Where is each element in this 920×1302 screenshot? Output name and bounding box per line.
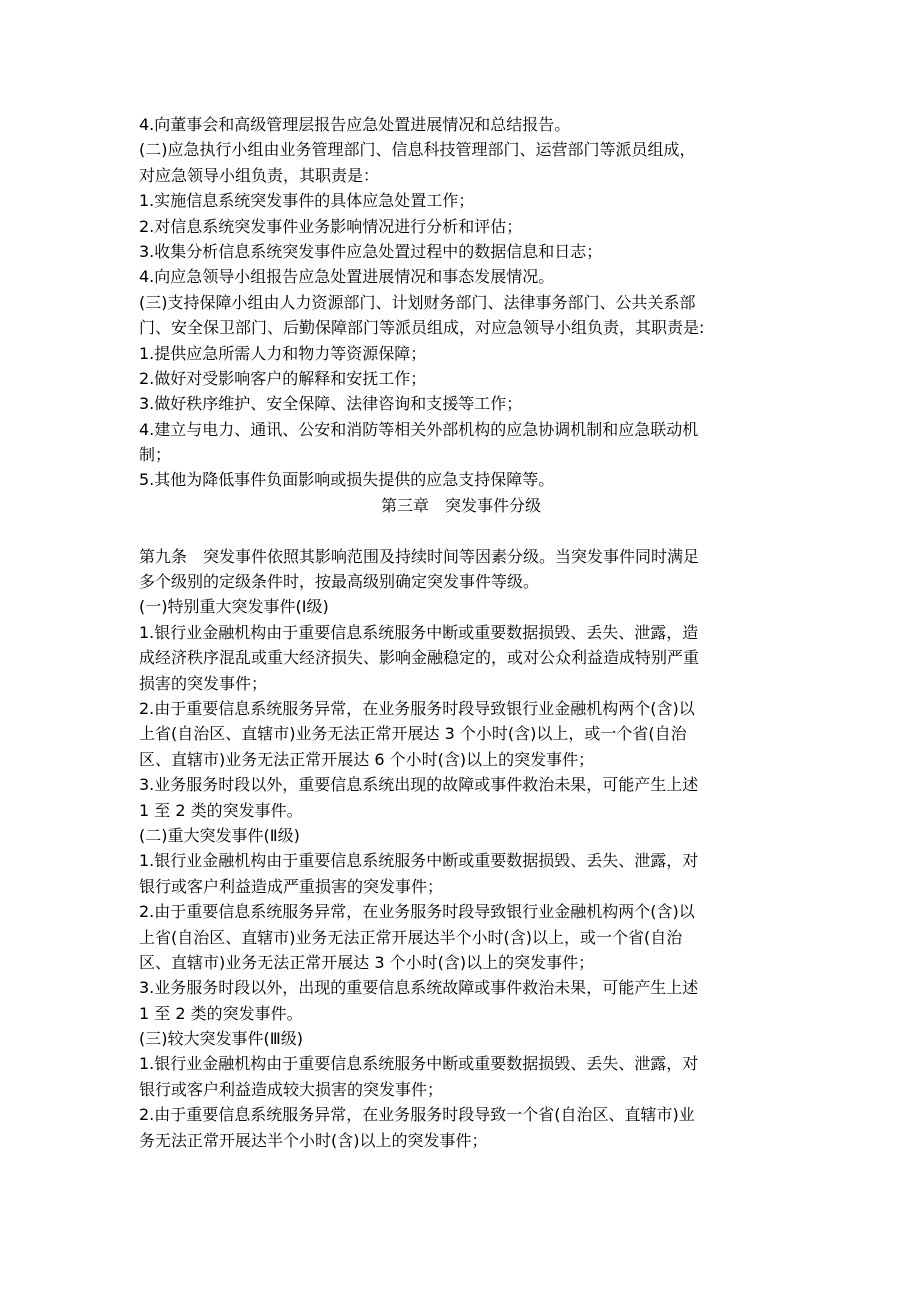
text-line: (二)应急执行小组由业务管理部门、信息科技管理部门、运营部门等派员组成，: [139, 140, 696, 160]
text-line: 对应急领导小组负责，其职责是：: [139, 165, 380, 185]
text-line: 1.银行业金融机构由于重要信息系统服务中断或重要数据损毁、丢失、泄露，对: [139, 1054, 699, 1074]
text-line: 5.其他为降低事件负面影响或损失提供的应急支持保障等。: [139, 470, 555, 490]
text-line: (三)较大突发事件(Ⅲ级): [139, 1029, 304, 1049]
chapter-heading: 第三章 突发事件分级: [380, 495, 541, 515]
text-line: 1.银行业金融机构由于重要信息系统服务中断或重要数据损毁、丢失、泄露，对: [139, 851, 699, 871]
text-line: 上省(自治区、直辖市)业务无法正常开展达半个小时(含)以上，或一个省(自治: [139, 927, 683, 947]
text-line: 区、直辖市)业务无法正常开展达 6 个小时(含)以上的突发事件；: [139, 749, 595, 769]
text-line: 损害的突发事件；: [139, 673, 268, 693]
text-line: 3.业务服务时段以外，出现的重要信息系统故障或事件救治未果，可能产生上述: [139, 978, 699, 998]
text-line: 3.业务服务时段以外，重要信息系统出现的故障或事件救治未果，可能产生上述: [139, 775, 699, 795]
text-line: 2.由于重要信息系统服务异常，在业务服务时段导致银行业金融机构两个(含)以: [139, 698, 695, 718]
text-line: 1.银行业金融机构由于重要信息系统服务中断或重要数据损毁、丢失、泄露，造: [139, 622, 699, 642]
blank-line: [139, 518, 783, 543]
text-line: 2.由于重要信息系统服务异常，在业务服务时段导致银行业金融机构两个(含)以: [139, 902, 695, 922]
text-line: 1.实施信息系统突发事件的具体应急处置工作；: [139, 191, 475, 211]
document-page: [139, 112, 783, 1153]
text-line: 上省(自治区、直辖市)业务无法正常开展达 3 个小时(含)以上，或一个省(自治: [139, 724, 687, 744]
text-line: 银行或客户利益造成较大损害的突发事件；: [139, 1079, 444, 1099]
text-line: 4.向应急领导小组报告应急处置进展情况和事态发展情况。: [139, 267, 555, 287]
text-line: (二)重大突发事件(Ⅱ级): [139, 825, 300, 845]
text-line: (一)特别重大突发事件(Ⅰ级): [139, 597, 329, 617]
section-incident-classification: [139, 544, 783, 1153]
text-line: 门、安全保卫部门、后勤保障部门等派员组成，对应急领导小组负责，其职责是:: [139, 318, 705, 338]
text-line: 2.对信息系统突发事件业务影响情况进行分析和评估；: [139, 216, 523, 236]
text-line: 多个级别的定级条件时，按最高级别确定突发事件等级。: [139, 572, 540, 592]
text-line: 1 至 2 类的突发事件。: [139, 800, 303, 820]
text-line: 4.建立与电力、通讯、公安和消防等相关外部机构的应急协调机制和应急联动机: [139, 419, 699, 439]
text-line: 2.由于重要信息系统服务异常，在业务服务时段导致一个省(自治区、直辖市)业: [139, 1105, 695, 1125]
text-line: 4.向董事会和高级管理层报告应急处置进展情况和总结报告。: [139, 115, 571, 134]
text-line: 1.提供应急所需人力和物力等资源保障；: [139, 343, 427, 363]
text-line: 2.做好对受影响客户的解释和安抚工作；: [139, 368, 427, 388]
text-line: 第九条 突发事件依照其影响范围及持续时间等因素分级。当突发事件同时满足: [139, 546, 700, 566]
text-line: 1 至 2 类的突发事件。: [139, 1003, 303, 1023]
text-line: 银行或客户利益造成严重损害的突发事件；: [139, 876, 444, 896]
text-line: 务无法正常开展达半个小时(含)以上的突发事件；: [139, 1130, 488, 1150]
section-emergency-teams: [139, 112, 783, 493]
text-line: 区、直辖市)业务无法正常开展达 3 个小时(含)以上的突发事件；: [139, 952, 595, 972]
text-line: (三)支持保障小组由人力资源部门、计划财务部门、法律事务部门、公共关系部: [139, 292, 696, 312]
text-line: 3.收集分析信息系统突发事件应急处置过程中的数据信息和日志；: [139, 241, 603, 261]
text-line: 3.做好秩序维护、安全保障、法律咨询和支援等工作；: [139, 394, 523, 414]
text-line: 成经济秩序混乱或重大经济损失、影响金融稳定的，或对公众利益造成特别严重: [139, 648, 700, 668]
text-line: 制；: [139, 445, 172, 465]
